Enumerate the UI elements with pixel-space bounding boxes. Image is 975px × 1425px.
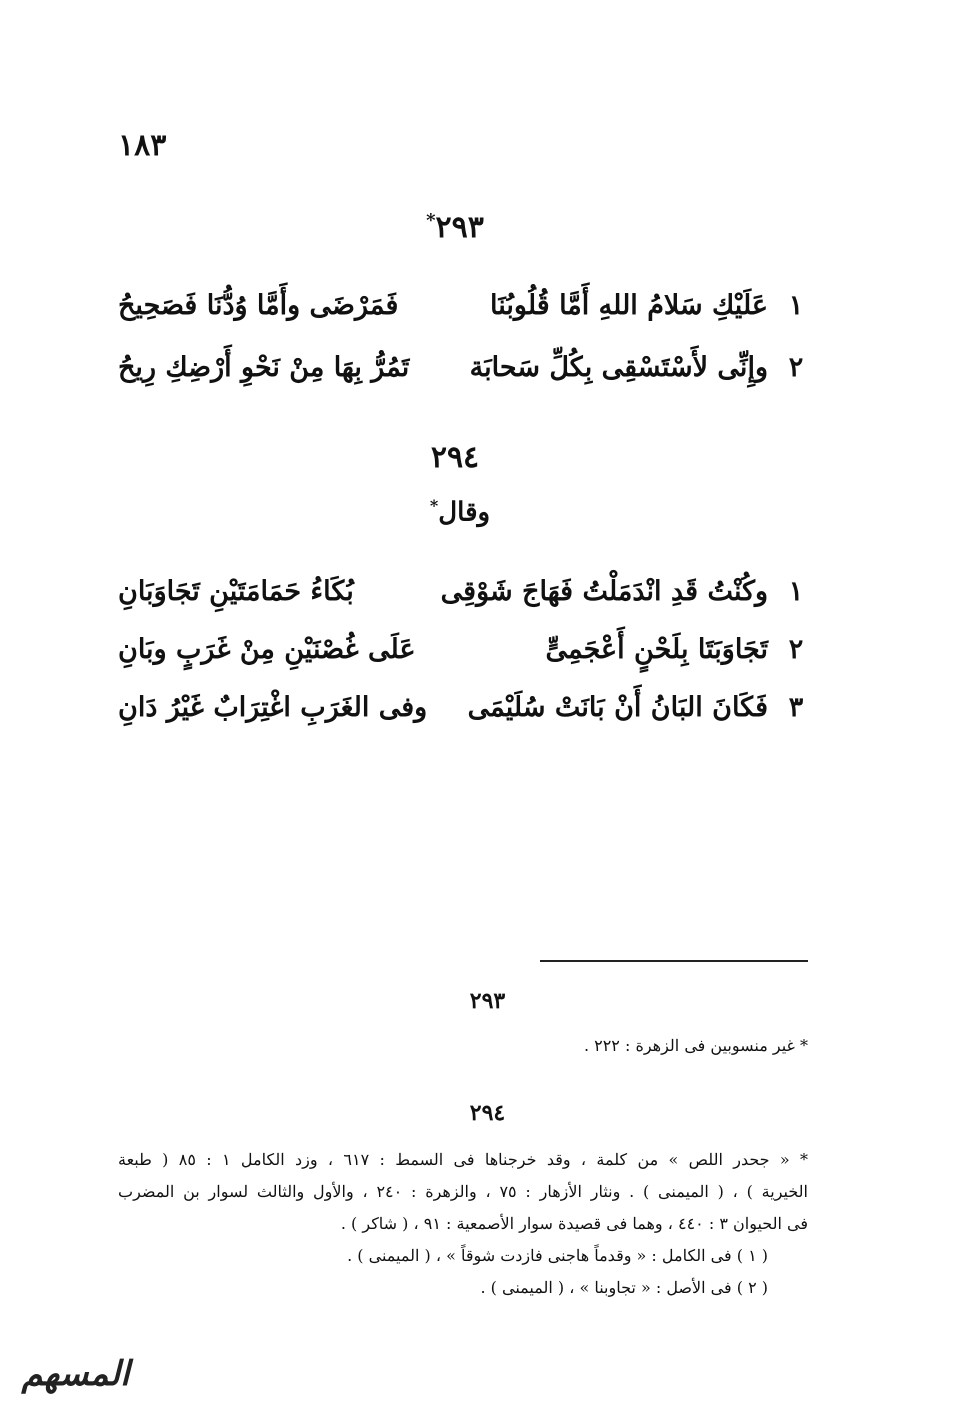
verse-hemistich-first: فَكَانَ البَانُ أَنْ بَانَتْ سُلَيْمَى (467, 691, 768, 723)
verse-number: ٢ (788, 351, 804, 383)
page-number: ١٨٣ (118, 128, 167, 163)
verse-line (118, 282, 810, 328)
verse-hemistich-first: وإِنِّى لأَسْتَسْقِى بِكُلِّ سَحابَة (469, 351, 768, 383)
verse-hemistich-first: وكُنْتُ قَدِ انْدَمَلْتُ فَهَاجَ شَوْقِى (440, 575, 768, 607)
verse-hemistich-second: تَمُرُّ بِهَا مِنْ نَحْوِ أَرْضِكِ رِيحُ (118, 351, 410, 383)
verse-number: ١ (788, 575, 804, 607)
verse-number: ٣ (788, 691, 804, 723)
verse-hemistich-second: عَلَى غُصْنَيْنِ مِنْ غَرَبٍ وبَانِ (118, 633, 416, 665)
poem-marker: * (429, 496, 439, 515)
verse-hemistich-second: فَمَرْضَى وأَمَّا وُدُّنَا فَصَحِيحُ (118, 289, 399, 321)
verse-hemistich-second: بُكَاءُ حَمَامَتَيْنِ تَجَاوَبَانِ (118, 575, 354, 607)
poem-subheading-text: وقال (438, 497, 491, 528)
footnote-line: فى الحيوان ٣ : ٤٤٠ ، وهما فى قصيدة سوار الأصمعية : ٩١ ، ( شاكر ) . (340, 1214, 808, 1233)
footnote-line: ( ٢ ) فى الأصل : « تجاوبنا » ، ( الميمنى ) . (480, 1278, 768, 1297)
footnote-line: * « جحدر اللص » من كلمة ، وقد خرجناها فى السمط : ٦١٧ ، وزد الكامل ١ : ٨٥ ( طبعة (118, 1150, 809, 1169)
poem-number-heading (0, 440, 910, 475)
verse-hemistich-first: تَجَاوَبَتَا بِلَحْنٍ أَعْجَمِىٍّ (545, 633, 768, 665)
footnote-line: * غير منسوبين فى الزهرة : ٢٢٢ . (583, 1036, 808, 1055)
footnote-heading: ٢٩٤ (469, 1100, 506, 1126)
verse-line (118, 344, 810, 390)
library-stamp: المسهم (21, 1354, 130, 1394)
verse-line (118, 684, 810, 730)
verse-hemistich-second: وفى الغَرَبِ اغْتِرَابٌ غَيْرُ دَانِ (118, 691, 428, 723)
poem-marker: * (426, 210, 436, 231)
poem-number: ٢٩٣ (435, 210, 484, 245)
verse-number: ١ (788, 289, 804, 321)
poem-number: ٢٩٤ (430, 440, 480, 475)
poem-number-heading (0, 210, 910, 245)
footnote-heading: ٢٩٣ (469, 988, 506, 1014)
verse-hemistich-first: عَلَيْكِ سَلامُ اللهِ أَمَّا قُلُوبُنَا (489, 289, 768, 321)
footnote-divider (540, 960, 808, 962)
verse-line (118, 626, 810, 672)
poem-subheading (0, 496, 920, 528)
verse-number: ٢ (788, 633, 804, 665)
footnote-line: ( ١ ) فى الكامل : « وقدماً هاجنى فازدت شوقاً » ، ( الميمنى ) . (347, 1246, 768, 1265)
verse-line (118, 568, 810, 614)
footnote-line: الخيرية ) ، ( الميمنى ) . ونثار الأزهار : ٧٥ ، والزهرة : ٢٤٠ ، والأول والثالث لسوار بن المضرب (118, 1182, 808, 1201)
